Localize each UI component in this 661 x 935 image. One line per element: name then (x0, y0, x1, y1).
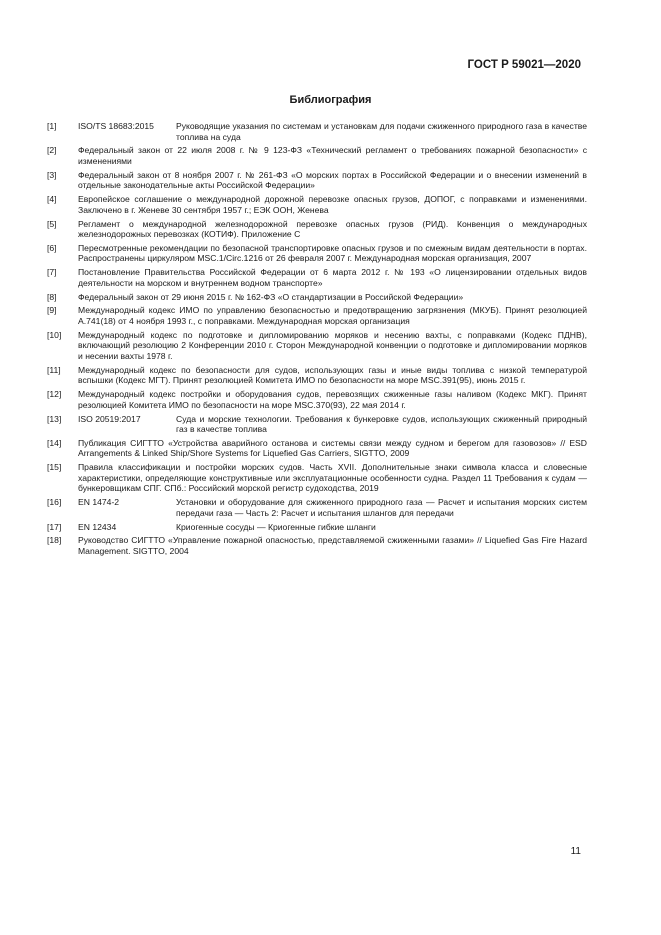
item-number: [16] (47, 497, 62, 508)
item-text: Международный кодекс по безопасности для судов, использующих газы и иные виды топлива с низкой температурой вспышки (Кодекс МГТ). Принят резолюцией Комитета ИМО по безопасности на море MSC.391(95), июнь 2015 г. (78, 364, 587, 386)
item-text: Криогенные сосуды — Криогенные гибкие шланги (176, 521, 376, 532)
item-text: Постановление Правительства Российской Федерации от 6 марта 2012 г. № 193 «О лицензировании отдельных видов деятельности на морском и внутреннем водном транспорте» (78, 267, 587, 288)
item-text: Федеральный закон от 8 ноября 2007 г. № 261-ФЗ «О морских портах в Российской Федерации и о внесении изменений в отдельные законодательные акты Российской Федерации» (78, 169, 587, 191)
bibliography-item (47, 330, 587, 362)
item-text: Федеральный закон от 22 июля 2008 г. № 9 123-ФЗ «Технический регламент о требованиях пожарной безопасности» с изменениями (78, 145, 587, 166)
item-number: [8] (47, 291, 57, 302)
item-text: Суда и морские технологии. Требования к бункеровке судов, использующих сжиженный природный газ в качестве топлива (176, 413, 587, 435)
item-code: ISO 20519:2017 (78, 413, 141, 424)
item-text: Международный кодекс постройки и оборудования судов, перевозящих сжиженные газы наливом (Кодекс МКГ). Принят резолюцией Комитета ИМО по безопасности на море MSC.370(93), 22 мая 2014 г. (78, 389, 587, 410)
item-text: Европейское соглашение о международной дорожной перевозке опасных грузов, ДОПОГ, с поправками и изменениями. Заключено в г. Женеве 30 сентября 1957 г.; ЕЭК ООН, Женева (78, 194, 587, 215)
item-number: [5] (47, 218, 57, 229)
bibliography-item (47, 389, 587, 410)
bibliography-item (47, 535, 587, 556)
document-code: ГОСТ Р 59021—2020 (467, 59, 581, 71)
item-code: EN 12434 (78, 521, 117, 532)
bibliography-item (47, 414, 587, 435)
item-number: [9] (47, 305, 57, 316)
item-text: Международный кодекс ИМО по управлению безопасностью и предотвращению загрязнения (МКУБ). Принят резолюцией А.741(18) от 4 ноября 1993 г., с поправками. Международная морская организация (78, 305, 587, 326)
item-number: [11] (47, 364, 61, 375)
bibliography-item (47, 267, 587, 288)
item-number: [17] (47, 521, 62, 532)
item-number: [15] (47, 462, 62, 473)
item-number: [12] (47, 389, 62, 400)
item-text: Руководящие указания по системам и установкам для подачи сжиженного природного газа в качестве топлива на суда (176, 121, 587, 142)
item-number: [3] (47, 169, 57, 180)
bibliography-item (47, 497, 587, 518)
bibliography-item (47, 121, 587, 142)
item-number: [1] (47, 121, 57, 131)
item-text: Международный кодекс по подготовке и дипломированию моряков и несению вахты, с поправками (Кодекс ПДНВ), включающий резолюцию 2 Конференции 2010 г. Сторон Международной конвенции о подготовке и дипломировании моряков и несении вахты 1978 г. (78, 329, 587, 361)
item-text: Руководство СИГТТО «Управление пожарной опасностью, представляемой сжиженными газами» // Liquefied Gas Fire Hazard Management. SIGTTO, 2004 (78, 535, 587, 556)
bibliography-item (47, 194, 587, 215)
item-text: Публикация СИГТТО «Устройства аварийного останова и системы связи между судном и берегом для газовозов» // ESD Arrangements & Linked Ship/Shore Systems for Liquefied Gas Carriers, SIGTTO, 2009 (78, 437, 587, 459)
bibliography-item (47, 438, 587, 459)
item-number: [6] (47, 242, 57, 253)
item-text: Установки и оборудование для сжиженного природного газа — Расчет и испытания морских систем передачи газа — Часть 2: Расчет и испытания шлангов для передачи (176, 497, 587, 518)
item-text: Правила классификации и постройки морских судов. Часть XVII. Дополнительные знаки символа класса и словесные характеристики, определяющие конструктивные или эксплуатационные особенности судна. Раздел 11 Требования к судам — бункеровщикам СПГ. СПб.: Российский морской регистр судоходства, 2019 (78, 462, 587, 494)
item-number: [4] (47, 194, 57, 205)
item-text: Регламент о международной железнодорожной перевозке опасных грузов (РИД). Конвенция о международных железнодорожных перевозках (КОТИФ). Приложение С (78, 218, 587, 240)
item-number: [13] (47, 413, 62, 424)
item-number: [10] (47, 329, 62, 340)
item-number: [18] (47, 535, 62, 546)
bibliography-item (47, 365, 587, 386)
bibliography-item (47, 462, 587, 494)
page-number: 11 (570, 846, 581, 857)
item-number: [14] (47, 437, 62, 448)
item-text: Федеральный закон от 29 июня 2015 г. № 162-ФЗ «О стандартизации в Российской Федерации» (78, 291, 464, 302)
bibliography-item (47, 170, 587, 191)
item-code: EN 1474-2 (78, 497, 120, 508)
bibliography-item (47, 292, 587, 303)
bibliography-item (47, 522, 587, 533)
item-code: ISO/TS 18683:2015 (78, 121, 154, 131)
item-number: [2] (47, 145, 57, 156)
item-number: [7] (47, 267, 57, 278)
bibliography-item (47, 219, 587, 240)
bibliography-item (47, 145, 587, 166)
item-text: Пересмотренные рекомендации по безопасной транспортировке опасных грузов и по смежным видам деятельности в портах. Распространены циркуляром MSC.1/Circ.1216 от 26 февраля 2007 г. Международная морская организация, 2007 (78, 242, 587, 264)
bibliography-list (47, 121, 587, 560)
bibliography-title: Библиография (289, 94, 372, 106)
bibliography-item (47, 243, 587, 264)
bibliography-item (47, 305, 587, 326)
